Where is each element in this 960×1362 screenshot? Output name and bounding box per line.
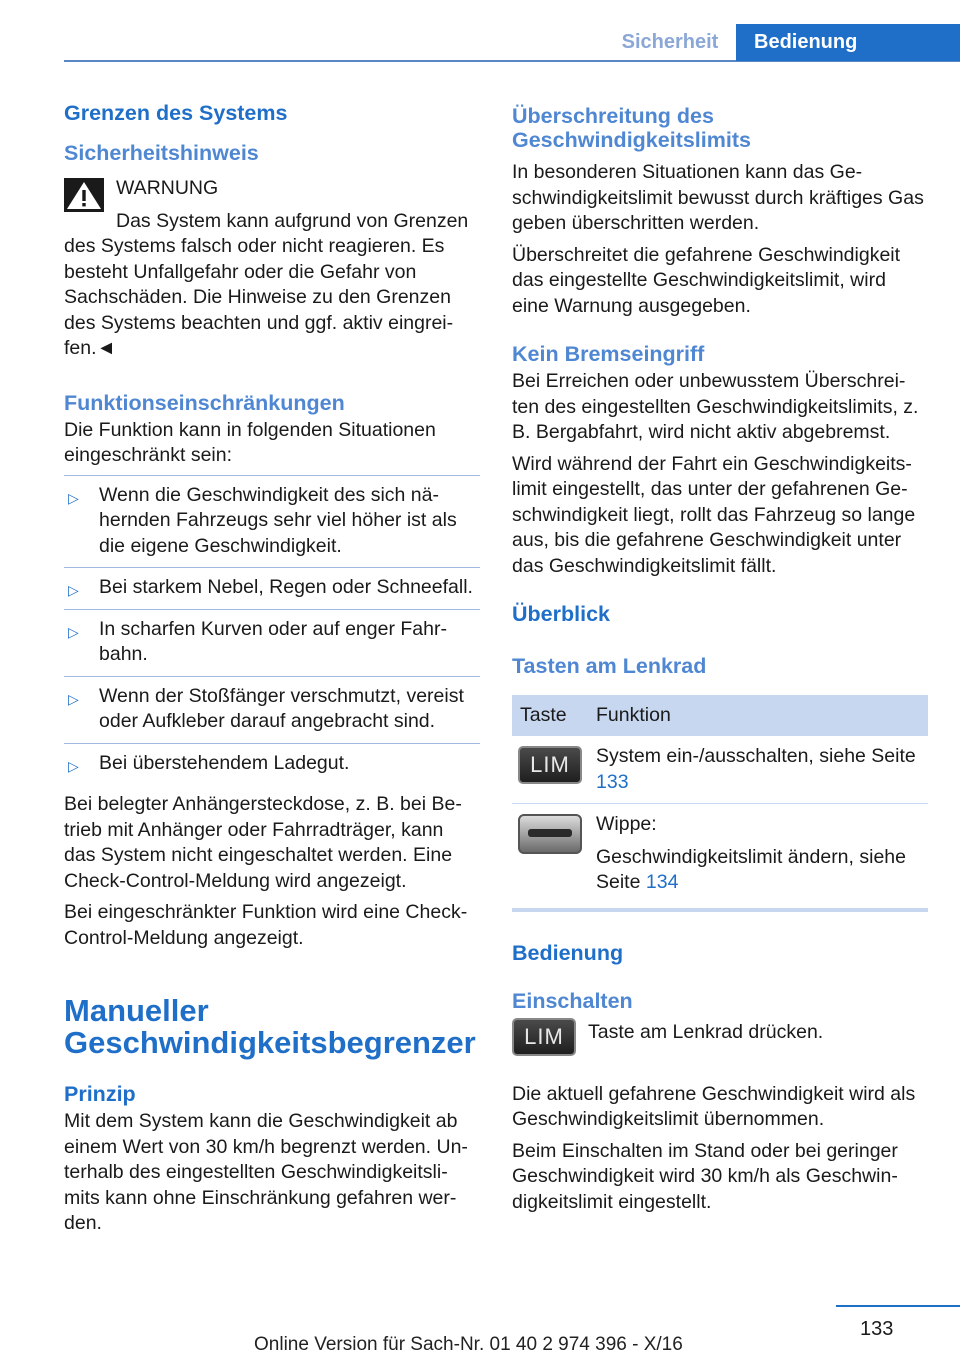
list-item: ▷ Bei überstehendem Ladegut. <box>64 744 480 785</box>
footer-rule <box>836 1305 960 1307</box>
trailer-text: Bei belegter Anhängersteckdose, z. B. bei Be-trieb mit Anhänger oder Fahrradträger, kann das System nicht eingeschaltet werden. Eine Check-Control-Meldung wird angezeigt. <box>64 793 462 892</box>
exceed-text-1: In besonderen Situationen kann das Ge-schwindigkeitslimit bewusst durch kräftiges Gas geben überschritten werden. <box>512 161 924 234</box>
heading-switch-on: Einschalten <box>512 988 633 1013</box>
lim-button-icon: LIM <box>512 1018 576 1056</box>
list-item: ▷ Bei starkem Nebel, Regen oder Schneefall. <box>64 568 480 610</box>
list-item: ▷ Wenn der Stoßfänger verschmutzt, vereist oder Aufkleber darauf angebracht sind. <box>64 677 480 744</box>
warning-title: WARNUNG <box>116 177 219 199</box>
switch-on-instruction-row <box>512 1018 928 1064</box>
tab-sicherheit[interactable]: Sicherheit <box>621 31 719 53</box>
triangle-bullet-icon: ▷ <box>68 623 79 640</box>
table-cell-function: Wippe: Geschwindigkeitslimit ändern, siehe Seite 134 <box>588 804 928 910</box>
triangle-bullet-icon: ▷ <box>68 757 79 774</box>
table-cell-function: System ein-/ausschalten, siehe Seite 133 <box>588 736 928 804</box>
triangle-bullet-icon: ▷ <box>68 582 79 598</box>
table-cell-icon <box>512 804 588 910</box>
rocker-switch-icon <box>518 814 582 854</box>
brake-text-2: Wird während der Fahrt ein Geschwindigkeits-limit eingestellt, das unter der gefahrenen Ge-schwindigkeit liegt, rollt das Fahrzeug so lange aus, bis die gefahrene Geschwindigkeit unter das Geschwindigkeitslimit fällt. <box>512 452 916 577</box>
list-item: ▷ In scharfen Kurven oder auf enger Fahr-bahn. <box>64 610 480 677</box>
heading-safety: Sicherheitshinweis <box>64 141 259 165</box>
heading-main: Manueller Geschwindigkeitsbegrenzer <box>64 993 476 1060</box>
heading-brake: Kein Bremseingriff <box>512 342 705 366</box>
list-item: ▷ Wenn die Geschwindigkeit des sich nä-hernden Fahrzeugs sehr viel höher ist als die eigene Geschwindigkeit. <box>64 476 480 569</box>
table-row <box>512 736 928 804</box>
left-column <box>64 100 480 1243</box>
heading-overview: Überblick <box>512 602 610 626</box>
heading-exceed: Überschreitung des Geschwindigkeitslimits <box>512 104 751 152</box>
triangle-bullet-icon: ▷ <box>68 690 79 707</box>
heading-buttons: Tasten am Lenkrad <box>512 654 707 678</box>
switch-text-1: Die aktuell gefahrene Geschwindigkeit wird als Geschwindigkeitslimit übernommen. <box>512 1082 916 1130</box>
table-row <box>512 804 928 910</box>
warning-triangle-icon <box>64 178 104 212</box>
triangle-bullet-icon: ▷ <box>68 489 79 506</box>
heading-operation: Bedienung <box>512 940 624 965</box>
page-link[interactable]: 134 <box>645 871 679 893</box>
col-header-function: Funktion <box>588 695 928 736</box>
warning-box <box>64 176 480 362</box>
switch-on-instruction: Taste am Lenkrad drücken. <box>588 1020 824 1043</box>
table-cell-icon <box>512 736 588 804</box>
restricted-text: Bei eingeschränkter Funktion wird eine Check-Control-Meldung angezeigt. <box>64 901 468 949</box>
col-header-key: Taste <box>512 695 588 736</box>
principle-text: Mit dem System kann die Geschwindigkeit ab einem Wert von 30 km/h begrenzt werden. Un-terhalb des eingestellten Geschwindigkeitsli-mits kann ohne Einschränkung gefahren wer-den. <box>64 1110 468 1234</box>
heading-limits: Grenzen des Systems <box>64 101 288 125</box>
heading-principle: Prinzip <box>64 1082 136 1106</box>
page-number: 133 <box>860 1318 894 1340</box>
online-version-note: Online Version für Sach-Nr. 01 40 2 974 396 - X/16 <box>254 1334 683 1355</box>
buttons-table <box>512 695 928 912</box>
right-column <box>512 104 928 1221</box>
lim-button-icon: LIM <box>518 746 582 784</box>
tab-bedienung[interactable]: Bedienung <box>736 24 960 61</box>
restrictions-intro: Die Funktion kann in folgenden Situationen eingeschränkt sein: <box>64 418 436 466</box>
table-header-row <box>512 695 928 736</box>
brake-text-1: Bei Erreichen oder unbewusstem Überschrei-ten des eingestellten Geschwindigkeitslimits, z. B. Bergabfahrt, wird nicht aktiv abgebremst. <box>512 370 919 443</box>
heading-restrictions: Funktionseinschränkungen <box>64 390 345 415</box>
page-link[interactable]: 133 <box>596 770 629 793</box>
exceed-text-2: Überschreitet die gefahrene Geschwindigkeit das eingestellte Geschwindigkeitslimit, wird eine Warnung ausgegeben. <box>512 243 901 317</box>
restrictions-list <box>64 475 480 785</box>
switch-text-2: Beim Einschalten im Stand oder bei geringer Geschwindigkeit wird 30 km/h als Geschwin-digkeitslimit eingestellt. <box>512 1139 898 1213</box>
warning-text: Das System kann aufgrund von Grenzen des Systems falsch oder nicht reagieren. Es besteht Unfallgefahr oder die Gefahr von Sachschäden. Die Hinweise zu den Grenzen des Systems beachten und ggf. aktiv eingrei-fen.◄ <box>64 209 469 359</box>
